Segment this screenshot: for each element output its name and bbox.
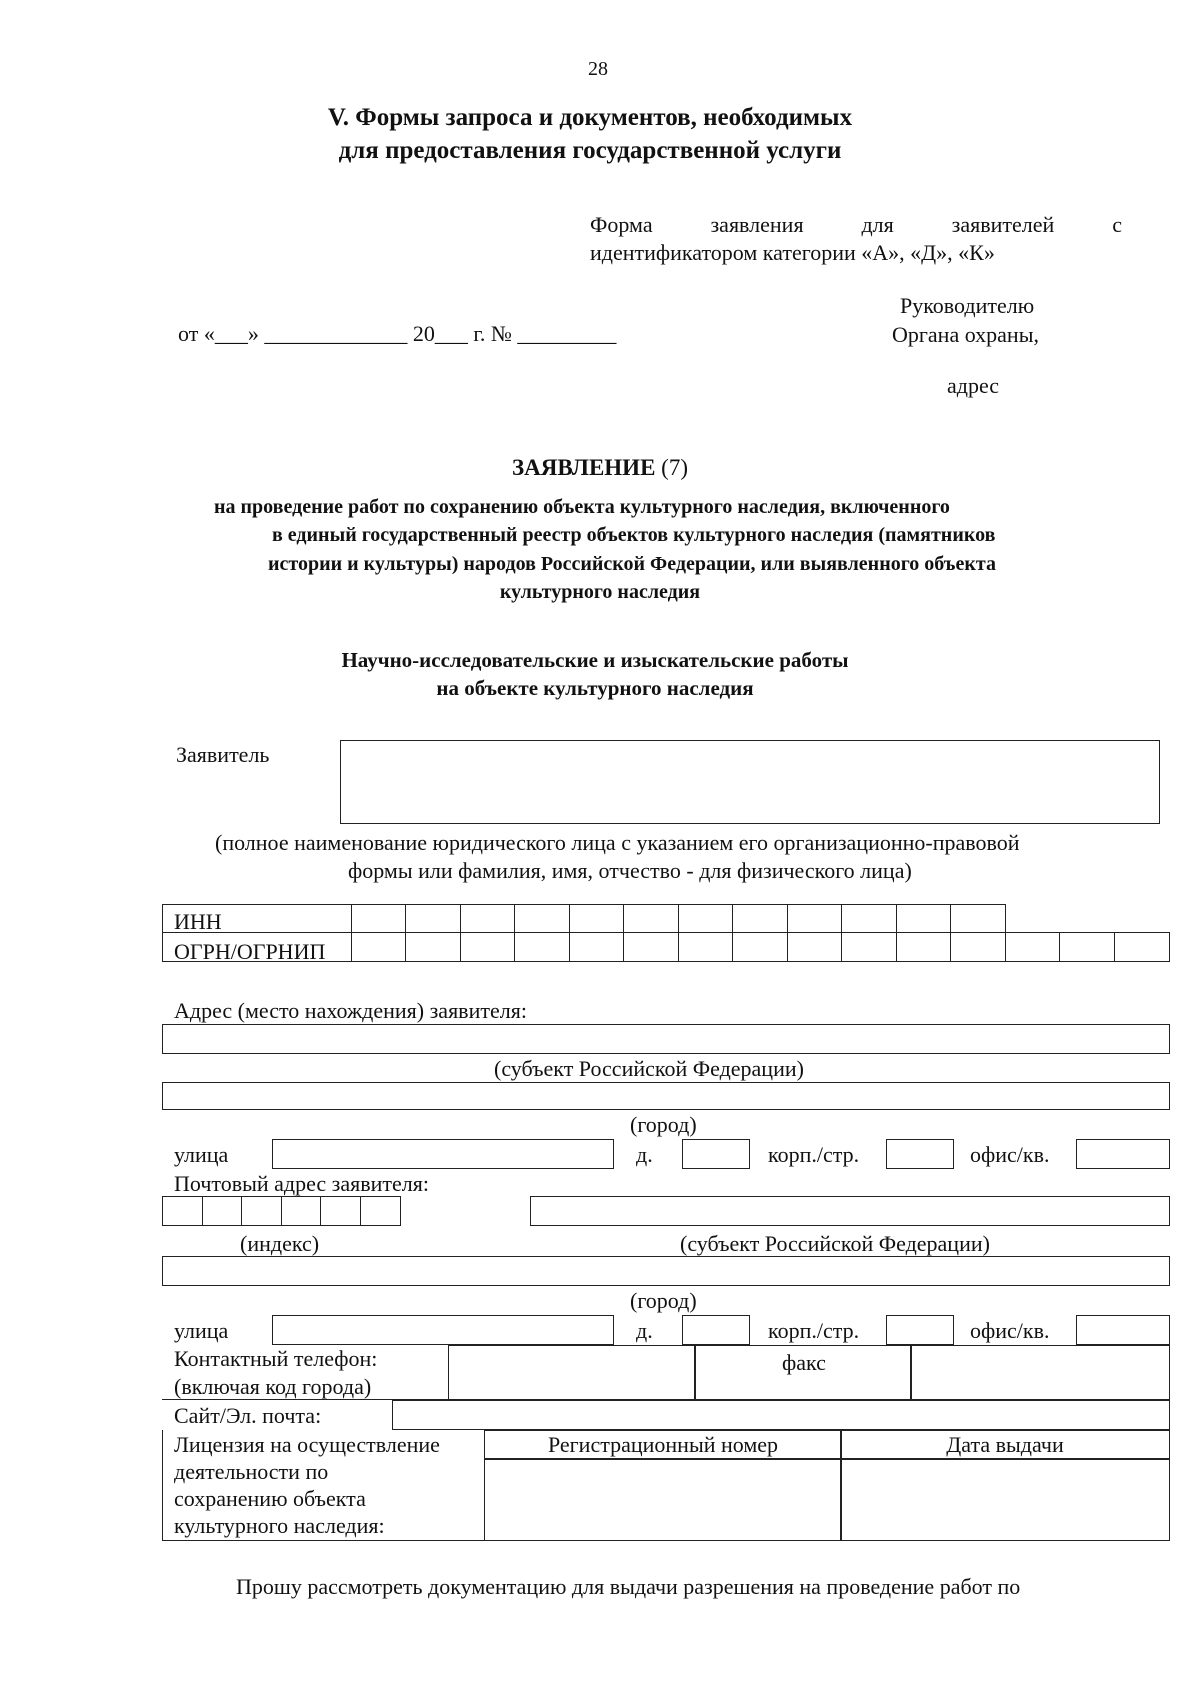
postal-office-field[interactable] (1076, 1315, 1170, 1345)
inn-digit-cell[interactable] (405, 904, 461, 934)
form-note-word: заявления (710, 212, 804, 237)
form-note-word: с (1112, 212, 1122, 237)
request-text: Прошу рассмотреть документацию для выдачи разрешения на проведение работ по (236, 1574, 1021, 1599)
ogrn-digit-cell[interactable] (787, 932, 843, 962)
ogrn-digit-cell[interactable] (1114, 932, 1170, 962)
index-digit-cell[interactable] (202, 1196, 243, 1226)
inn-digit-cell[interactable] (787, 904, 843, 934)
inn-digit-cell[interactable] (896, 904, 952, 934)
inn-digit-cell[interactable] (569, 904, 625, 934)
building-label: корп./стр. (768, 1142, 860, 1167)
recipient-line1: Руководителю (900, 293, 1035, 318)
form-note-word: заявителей (951, 212, 1055, 237)
phone-label-line1: Контактный телефон: (174, 1346, 378, 1371)
postal-label: Почтовый адрес заявителя: (174, 1171, 430, 1196)
site-label: Сайт/Эл. почта: (174, 1403, 322, 1428)
ogrn-digit-cell[interactable] (405, 932, 461, 962)
applicant-hint-line2: формы или фамилия, имя, отчество - для физического лица) (348, 858, 912, 883)
phone-label-line2: (включая код города) (174, 1374, 372, 1399)
postal-house-field[interactable] (682, 1315, 750, 1345)
index-digit-cell[interactable] (320, 1196, 361, 1226)
ogrn-digit-cell[interactable] (623, 932, 679, 962)
statement-subtitle-line2: в единый государственный реестр объектов культурного наследия (памятников (272, 524, 996, 546)
reg-number-field[interactable] (484, 1458, 842, 1541)
inn-label: ИНН (174, 909, 222, 934)
inn-digit-cell[interactable] (460, 904, 516, 934)
address-city-field[interactable] (162, 1082, 1170, 1110)
index-digit-cell[interactable] (281, 1196, 322, 1226)
recipient-address: адрес (947, 373, 1000, 398)
applicant-hint-line1: (полное наименование юридического лица с указанием его организационно-правовой (215, 830, 1020, 855)
subject-hint: (субъект Российской Федерации) (494, 1056, 804, 1081)
ogrn-digit-cell[interactable] (841, 932, 897, 962)
postal-house-label: д. (636, 1318, 653, 1343)
recipient-line2: Органа охраны, (892, 322, 1039, 347)
house-field[interactable] (682, 1139, 750, 1169)
license-left-line (162, 1430, 163, 1540)
date-line[interactable]: от «___» _____________ 20___ г. № _________ (178, 321, 617, 346)
inn-digit-cell[interactable] (732, 904, 788, 934)
section-title-line1: V. Формы запроса и документов, необходимых (327, 104, 853, 131)
address-label: Адрес (место нахождения) заявителя: (174, 998, 527, 1023)
statement-title (0, 455, 1200, 481)
inn-digit-cell[interactable] (514, 904, 570, 934)
license-label-line4: культурного наследия: (174, 1513, 385, 1538)
reg-number-header: Регистрационный номер (547, 1432, 779, 1457)
statement-number: (7) (661, 455, 688, 480)
ogrn-label: ОГРН/ОГРНИП (174, 939, 326, 964)
office-field[interactable] (1076, 1139, 1170, 1169)
street-label: улица (174, 1142, 229, 1167)
house-label: д. (636, 1142, 653, 1167)
building-field[interactable] (886, 1139, 954, 1169)
index-hint: (индекс) (240, 1231, 320, 1256)
inn-digit-cell[interactable] (623, 904, 679, 934)
city-hint: (город) (630, 1112, 697, 1137)
ogrn-digit-cell[interactable] (1059, 932, 1115, 962)
statement-subtitle-line3: истории и культуры) народов Российской Федерации, или выявленного объекта (268, 553, 996, 575)
ogrn-digit-cell[interactable] (732, 932, 788, 962)
index-digit-cell[interactable] (360, 1196, 401, 1226)
postal-building-field[interactable] (886, 1315, 954, 1345)
postal-city-hint: (город) (630, 1288, 697, 1313)
license-label-line3: сохранению объекта (174, 1486, 366, 1511)
license-label-line2: деятельности по (174, 1459, 329, 1484)
statement-title-text: ЗАЯВЛЕНИЕ (511, 455, 656, 480)
license-label-line1: Лицензия на осуществление (174, 1432, 440, 1457)
ogrn-digit-cell[interactable] (678, 932, 734, 962)
form-note-line2: идентификатором категории «А», «Д», «К» (590, 240, 995, 265)
extra-contact-field[interactable] (910, 1345, 1170, 1400)
postal-subject-field[interactable] (530, 1196, 1170, 1226)
address-subject-field[interactable] (162, 1024, 1170, 1054)
issue-date-field[interactable] (840, 1458, 1170, 1541)
phone-field[interactable] (448, 1345, 696, 1400)
issue-date-header: Дата выдачи (946, 1432, 1064, 1457)
postal-city-field[interactable] (162, 1256, 1170, 1286)
postal-street-field[interactable] (272, 1315, 614, 1345)
ogrn-digit-cell[interactable] (896, 932, 952, 962)
ogrn-digit-cell[interactable] (351, 932, 407, 962)
index-digit-cell[interactable] (162, 1196, 203, 1226)
postal-office-label: офис/кв. (970, 1318, 1050, 1343)
form-note-word: Форма (590, 212, 653, 237)
index-digit-cell[interactable] (241, 1196, 282, 1226)
applicant-field[interactable] (340, 740, 1160, 824)
inn-digit-cell[interactable] (841, 904, 897, 934)
inn-digit-cell[interactable] (950, 904, 1006, 934)
section-title-line2: для предоставления государственной услуги (338, 137, 842, 164)
ogrn-digit-cell[interactable] (460, 932, 516, 962)
work-type-line2: на объекте культурного наследия (436, 676, 754, 700)
fax-label: факс (782, 1350, 826, 1375)
postal-street-label: улица (174, 1318, 229, 1343)
statement-subtitle-line1: на проведение работ по сохранению объекта культурного наследия, включенного (214, 496, 950, 518)
work-type-line1: Научно-исследовательские и изыскательские работы (341, 648, 849, 672)
statement-subtitle-line4: культурного наследия (499, 581, 701, 603)
inn-digit-cell[interactable] (351, 904, 407, 934)
inn-digit-cell[interactable] (678, 904, 734, 934)
page-number: 28 (588, 58, 608, 80)
office-label: офис/кв. (970, 1142, 1050, 1167)
ogrn-digit-cell[interactable] (1005, 932, 1061, 962)
postal-building-label: корп./стр. (768, 1318, 860, 1343)
site-email-field[interactable] (392, 1400, 1170, 1430)
applicant-label: Заявитель (176, 742, 270, 767)
ogrn-digit-cell[interactable] (569, 932, 625, 962)
ogrn-digit-cell[interactable] (950, 932, 1006, 962)
street-field[interactable] (272, 1139, 614, 1169)
ogrn-digit-cell[interactable] (514, 932, 570, 962)
form-note-line1 (590, 212, 1122, 238)
postal-subject-hint: (субъект Российской Федерации) (680, 1231, 990, 1256)
form-note-word: для (861, 212, 894, 237)
